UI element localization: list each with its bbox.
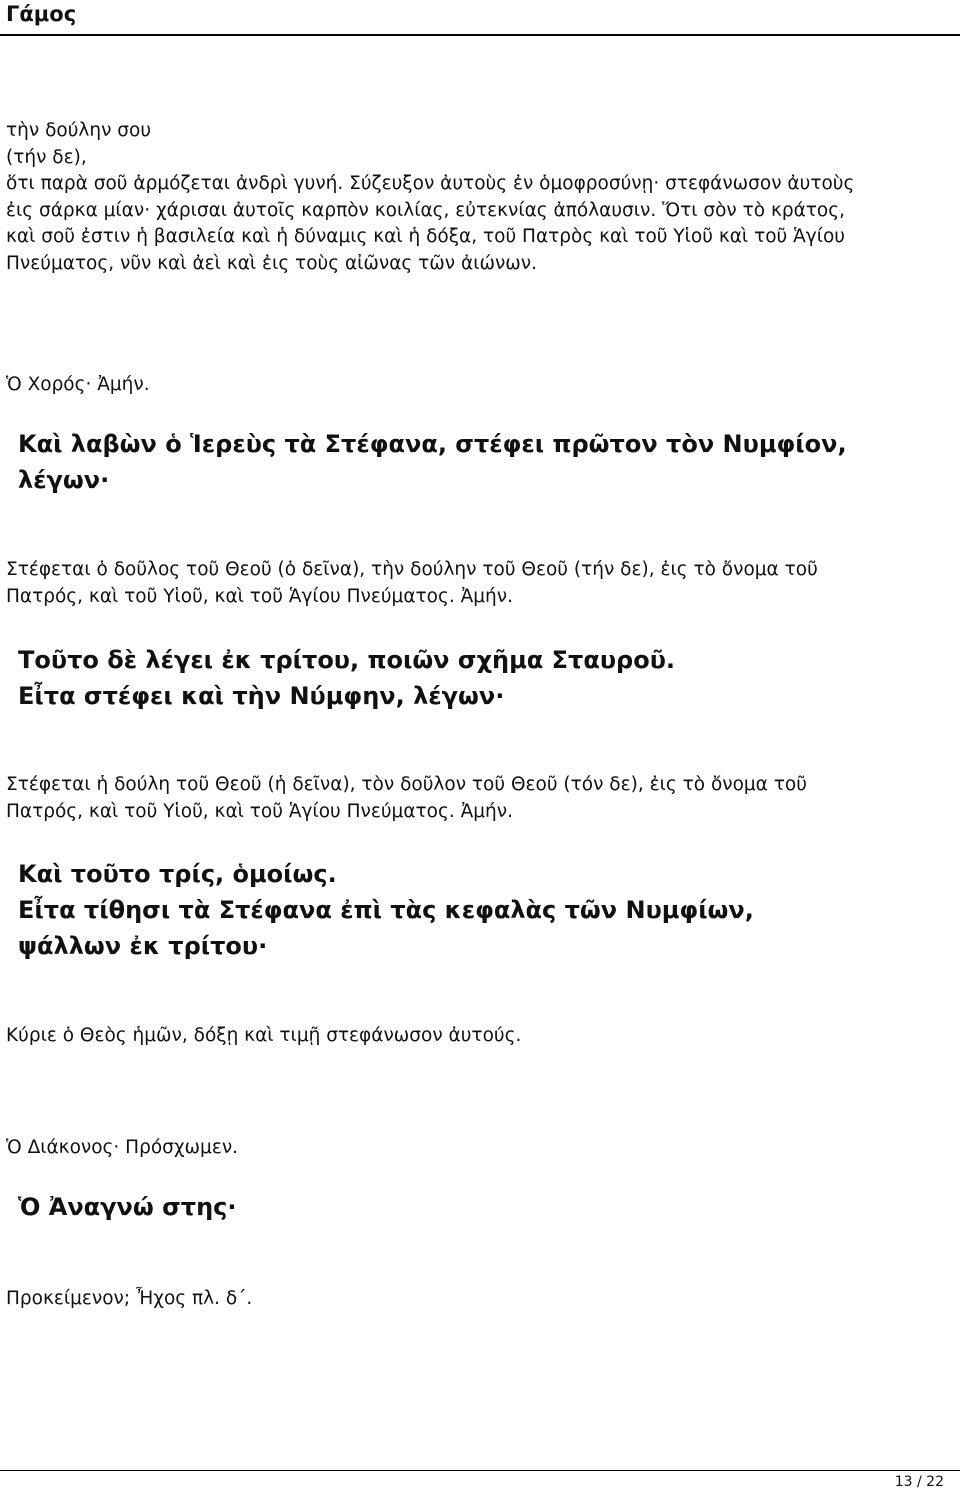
text-line: (τήν δε),: [6, 146, 87, 168]
rubric-heading: [18, 1189, 948, 1225]
text-line: Πατρός, καὶ τοῦ Υἱοῦ, καὶ τοῦ Ἁγίου Πνεύματος. Ἀμήν.: [6, 585, 513, 607]
footer-divider: [0, 1470, 960, 1471]
heading-line: Εἶτα στέφει καὶ τὴν Νύμφην, λέγων·: [18, 682, 505, 710]
text-line: Στέφεται ἡ δούλη τοῦ Θεοῦ (ἡ δεῖνα), τὸν δοῦλον τοῦ Θεοῦ (τόν δε), ἐις τὸ ὄνομα τοῦ: [6, 774, 807, 795]
rubric-heading: [18, 426, 948, 498]
page-number: 13 / 22: [894, 1474, 944, 1490]
heading-line: Εἶτα τίθησι τὰ Στέφανα ἐπὶ τὰς κεφαλὰς τῶν Νυμφίων,: [18, 896, 754, 924]
heading-line: ψάλλων ἐκ τρίτου·: [18, 932, 268, 960]
heading-line: λέγων·: [18, 466, 110, 494]
heading-line: Τοῦτο δὲ λέγει ἐκ τρίτου, ποιῶν σχῆμα Σταυροῦ.: [18, 646, 676, 674]
text-line: Πατρός, καὶ τοῦ Υἱοῦ, καὶ τοῦ Ἁγίου Πνεύματος. Ἀμήν.: [6, 800, 513, 822]
heading-line: Ὁ Ἀναγνώ στης·: [18, 1193, 237, 1221]
text-line: Ὁ Διάκονος· Πρόσχωμεν.: [6, 1137, 239, 1158]
paragraph-prokeimenon: [6, 1286, 946, 1313]
rubric-heading: [18, 856, 948, 964]
heading-line: Καὶ τοῦτο τρίς, ὁμοίως.: [18, 860, 337, 888]
paragraph-blessing: [6, 118, 946, 277]
paragraph-groom-crowning: [6, 557, 946, 610]
text-line: ὅτι παρὰ σοῦ ἁρμόζεται ἀνδρὶ γυνή. Σύζευξον ἀυτοὺς ἐν ὁμοφροσύνῃ· στεφάνωσον ἀυτοὺς: [6, 173, 855, 194]
text-line: τὴν δούλην σου: [6, 120, 152, 141]
text-line: Στέφεται ὁ δοῦλος τοῦ Θεοῦ (ὁ δεῖνα), τὴν δούλην τοῦ Θεοῦ (τήν δε), ἐις τὸ ὄνομα τοῦ: [6, 559, 818, 580]
text-line: ἐις σάρκα μίαν· χάρισαι ἀυτοῖς καρπὸν κοιλίας, εὐτεκνίας ἀπόλαυσιν. Ὅτι σὸν τὸ κράτος,: [6, 199, 845, 221]
heading-line: Καὶ λαβὼν ὁ Ἱερεὺς τὰ Στέφανα, στέφει πρῶτον τὸν Νυμφίον,: [18, 430, 847, 458]
page-header: [0, 0, 960, 40]
text-line: Ὁ Χορός· Ἀμήν.: [6, 374, 150, 395]
paragraph-deacon: [6, 1135, 946, 1162]
text-line: Πνεύματος, νῦν καὶ ἀεὶ καὶ ἐις τοὺς αἰῶνας τῶν ἀιώνων.: [6, 252, 537, 274]
text-line: Προκείμενον; Ἦχος πλ. δ΄.: [6, 1288, 253, 1309]
header-divider: [0, 34, 960, 36]
paragraph-hymn: [6, 1023, 946, 1050]
rubric-heading: [18, 642, 948, 714]
page-title: Γάμος: [6, 2, 77, 26]
paragraph-choir: [6, 372, 946, 399]
text-line: καὶ σοῦ ἐστιν ἡ βασιλεία καὶ ἡ δύναμις καὶ ἡ δόξα, τοῦ Πατρὸς καὶ τοῦ Υἱοῦ καὶ τοῦ Ἁγίου: [6, 226, 845, 247]
paragraph-bride-crowning: [6, 772, 946, 825]
text-line: Κύριε ὁ Θεὸς ἡμῶν, δόξῃ καὶ τιμῇ στεφάνωσον ἀυτούς.: [6, 1025, 522, 1046]
